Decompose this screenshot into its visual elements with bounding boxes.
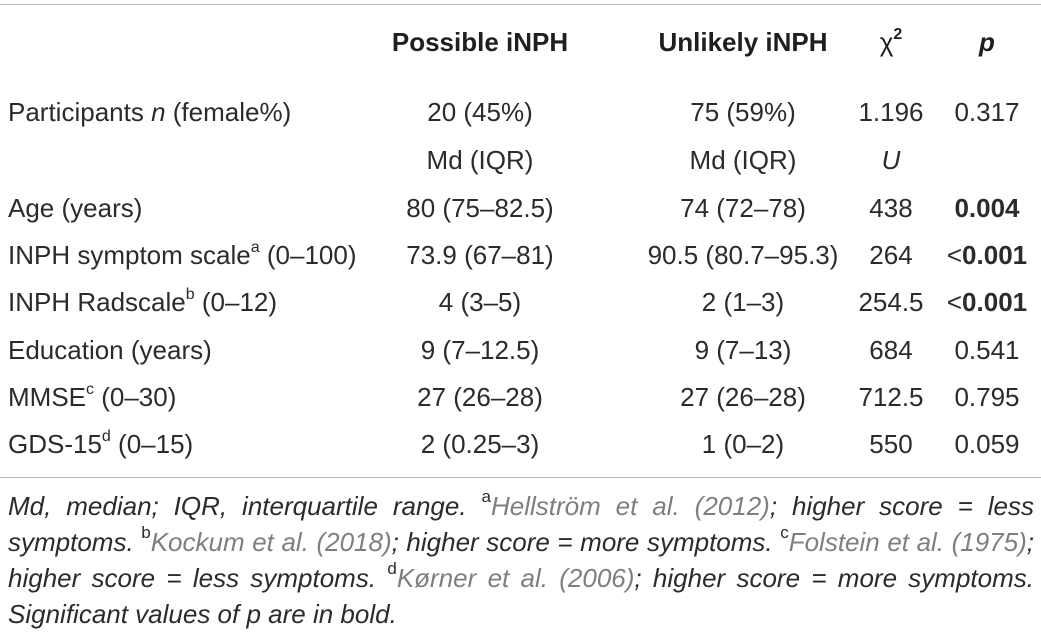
reference-link-kockum[interactable]: Kockum et al. (2018) (150, 527, 392, 557)
cell-possible: 4 (3–5) (438, 287, 522, 317)
footnote-marker-b: b (141, 523, 151, 543)
cell-statistic: 254.5 (858, 287, 924, 317)
row-label-participants: Participants n (female%) (8, 97, 292, 127)
footnote-marker-d: d (387, 559, 397, 579)
row-label-gds-15: GDS-15$^d$ (0–15) (8, 428, 194, 459)
header-unlikely-inph: Unlikely iNPH (658, 27, 828, 57)
cell-unlikely: 74 (72–78) (680, 193, 806, 223)
footnote-marker-a: a (481, 487, 491, 507)
row-label-education: Education (years) (8, 335, 212, 365)
cell-unlikely: 1 (0–2) (701, 429, 785, 459)
row-label-inph-symptom-scale: INPH symptom scale$^a$ (0–100) (8, 239, 357, 270)
cell-possible: 20 (45%) (427, 97, 533, 127)
cell-unlikely: 90.5 (80.7–95.3) (647, 240, 839, 270)
footnote-marker: d (101, 428, 111, 446)
cell-possible: 2 (0.25–3) (420, 429, 540, 459)
reference-link-korner[interactable]: Kørner et al. (2006) (396, 563, 635, 593)
row-label-age: Age (years) (8, 193, 143, 223)
header-p-value: p (979, 27, 995, 57)
cell-statistic: 264 (869, 240, 913, 270)
cell-statistic: 550 (869, 429, 913, 459)
footnote-marker: a (250, 239, 260, 257)
cell-possible-stat-label: Md (IQR) (426, 145, 534, 175)
footnote-marker-c: c (780, 523, 789, 543)
cell-unlikely: 27 (26–28) (680, 382, 806, 412)
cell-p-value: 0.004 (954, 193, 1020, 223)
footnote-marker: c (86, 381, 94, 399)
footnote-marker: b (185, 286, 195, 304)
cell-unlikely: 9 (7–13) (694, 335, 792, 365)
cell-unlikely: 75 (59%) (690, 97, 796, 127)
cell-possible: 73.9 (67–81) (406, 240, 554, 270)
cell-p-value: <0.001 (946, 240, 1028, 270)
table-bottom-rule (0, 477, 1041, 478)
header-possible-inph: Possible iNPH (391, 27, 569, 57)
reference-link-hellstrom[interactable]: Hellström et al. (2012) (490, 491, 770, 521)
cell-possible: 9 (7–12.5) (420, 335, 540, 365)
row-label-mmse: MMSE$^c$ (0–30) (8, 381, 177, 412)
cell-statistic: 438 (869, 193, 913, 223)
cell-p-value: <0.001 (946, 287, 1028, 317)
cell-unlikely-stat-label: Md (IQR) (689, 145, 797, 175)
cell-statistic: 712.5 (858, 382, 924, 412)
cell-u-statistic-label: U (881, 145, 901, 175)
cell-p-value: 0.795 (954, 382, 1020, 412)
cell-p-value: 0.317 (954, 97, 1020, 127)
cell-p-value: 0.059 (954, 429, 1020, 459)
header-chi-exponent: 2 (893, 26, 903, 44)
reference-link-folstein[interactable]: Folstein et al. (1975) (788, 527, 1027, 557)
cell-statistic: 684 (869, 335, 913, 365)
cell-unlikely: 2 (1–3) (701, 287, 785, 317)
header-chi-square (841, 26, 941, 58)
cell-possible: 80 (75–82.5) (406, 193, 554, 223)
cell-statistic: 1.196 (858, 97, 924, 127)
table-top-rule (0, 4, 1041, 5)
cell-p-value: 0.541 (954, 335, 1020, 365)
table-footnote: Md, median; IQR, interquartile range. $^a$Hellström et al. (2012); higher score = less symptoms. $^b$Kockum et al. (2018); higher score = more symptoms. $^c$Folstein et al. (1975); higher score = less symptoms. $^d$Kørner et al. (2006); higher score = more symptoms. Significant values of p are in bold. (8, 487, 1034, 629)
cell-possible: 27 (26–28) (417, 382, 543, 412)
header-chi-symbol: χ (879, 27, 894, 57)
row-label-inph-radscale: INPH Radscale$^b$ (0–12) (8, 286, 278, 317)
